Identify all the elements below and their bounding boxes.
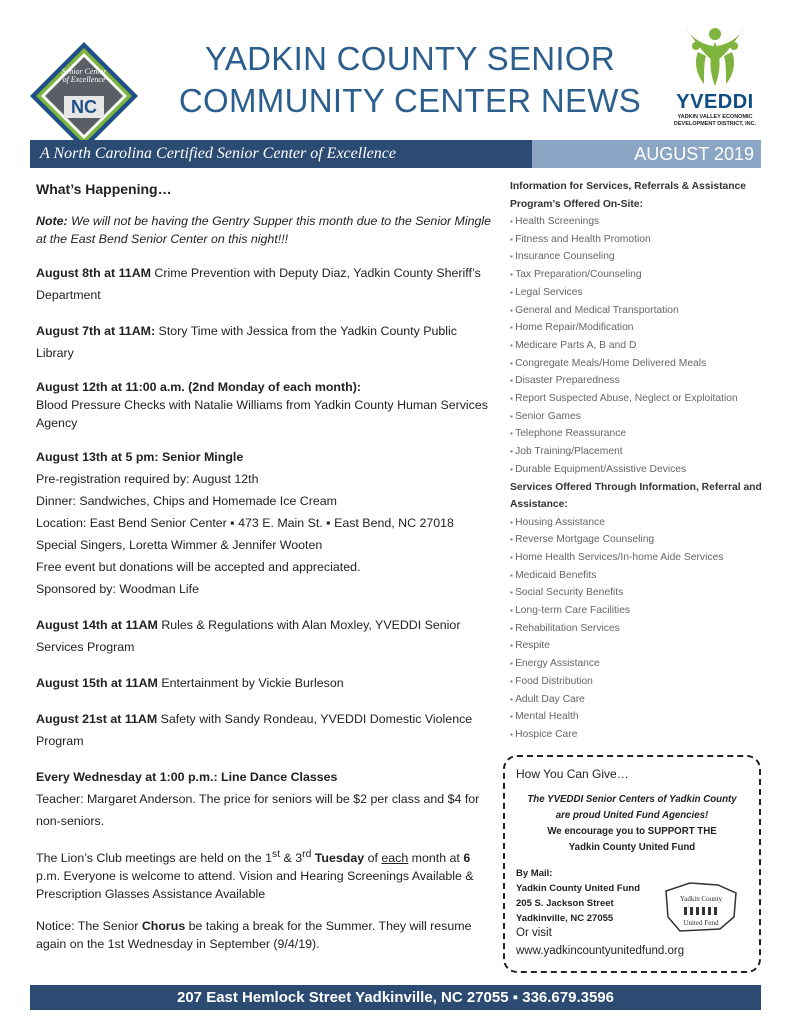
event-entertainment: August 15th at 11AM Entertainment by Vickie Burleson	[36, 676, 344, 690]
event-crime-prevention: August 8th at 11AM Crime Prevention with Deputy Diaz, Yadkin County Sheriff’s Department	[36, 266, 481, 302]
svg-text:NC: NC	[71, 97, 97, 117]
services-heading-referral: Services Offered Through Information, Referral and Assistance:	[510, 481, 762, 511]
list-item: ▪ Job Training/Placement	[510, 443, 772, 461]
united-fund-link[interactable]: www.yadkincountyunitedfund.org	[516, 945, 685, 957]
list-item: ▪ Senior Games	[510, 408, 772, 426]
svg-text:Yadkin County: Yadkin County	[679, 895, 723, 903]
united-fund-logo	[660, 877, 742, 937]
or-visit-text: Or visit	[516, 927, 552, 939]
list-item: ▪ Mental Health	[510, 708, 772, 726]
list-item: ▪ Fitness and Health Promotion	[510, 231, 772, 249]
list-item: ▪ Rehabilitation Services	[510, 620, 772, 638]
event-safety: August 21st at 11AM Safety with Sandy Rondeau, YVEDDI Domestic Violence Program	[36, 712, 473, 748]
services-sidebar	[510, 178, 772, 744]
list-item: ▪ Medicaid Benefits	[510, 567, 772, 585]
list-item: ▪ Legal Services	[510, 284, 772, 302]
event-note: Note: We will not be having the Gentry Supper this month due to the Senior Mingle at the East Bend Senior Center on this night!!!	[36, 214, 492, 246]
issue-month: AUGUST 2019	[634, 144, 754, 164]
give-message: The YVEDDI Senior Centers of Yadkin County are proud United Fund Agencies! We encourage you to SUPPORT THE Yadkin County United Fund	[527, 794, 737, 853]
list-item: ▪ Health Screenings	[510, 213, 772, 231]
newsletter-title: YADKIN COUNTY SENIOR COMMUNITY CENTER NEWS	[178, 40, 642, 119]
list-item: ▪ Durable Equipment/Assistive Devices	[510, 461, 772, 479]
svg-text:United Fund: United Fund	[683, 919, 719, 927]
event-blood-pressure: August 12th at 11:00 a.m. (2nd Monday of each month): Blood Pressure Checks with Natalie Williams from Yadkin County Human Services Agency	[36, 380, 488, 430]
mail-address: By Mail: Yadkin County United Fund 205 S. Jackson Street Yadkinville, NC 27055	[516, 868, 641, 924]
svg-text:Senior Center: Senior Center	[61, 67, 107, 76]
list-item: ▪ Tax Preparation/Counseling	[510, 266, 772, 284]
notice-senior-chorus: Notice: The Senior Chorus be taking a break for the Summer. They will resume again on the 1st Wednesday in September (9/4/19).	[36, 919, 472, 952]
event-line-dance: Every Wednesday at 1:00 p.m.: Line Dance Classes Teacher: Margaret Anderson. The price for seniors will be $2 per class and $4 for non-seniors.	[36, 770, 480, 828]
list-item: ▪ Hospice Care	[510, 726, 772, 744]
list-item: ▪ Telephone Reassurance	[510, 425, 772, 443]
yveddi-figures-icon	[680, 26, 750, 88]
list-item: ▪ Medicare Parts A, B and D	[510, 337, 772, 355]
event-rules-regulations: August 14th at 11AM Rules & Regulations with Alan Moxley, YVEDDI Senior Services Program	[36, 618, 461, 654]
list-item: ▪ Insurance Counseling	[510, 248, 772, 266]
list-item: ▪ General and Medical Transportation	[510, 302, 772, 320]
list-item: ▪ Reverse Mortgage Counseling	[510, 531, 772, 549]
list-item: ▪ Social Security Benefits	[510, 584, 772, 602]
section-heading: What’s Happening…	[36, 181, 172, 197]
list-item: ▪ Long-term Care Facilities	[510, 602, 772, 620]
list-item: ▪ Respite	[510, 637, 772, 655]
list-item: ▪ Housing Assistance	[510, 514, 772, 532]
list-item: ▪ Congregate Meals/Home Delivered Meals	[510, 355, 772, 373]
give-title: How You Can Give…	[516, 767, 629, 781]
list-item: ▪ Adult Day Care	[510, 691, 772, 709]
banner-tagline: A North Carolina Certified Senior Center of Excellence	[40, 145, 396, 162]
svg-text:of Excellence: of Excellence	[62, 75, 106, 84]
list-item: ▪ Disaster Preparedness	[510, 372, 772, 390]
list-item: ▪ Report Suspected Abuse, Neglect or Exploitation	[510, 390, 772, 408]
senior-center-of-excellence-logo	[28, 40, 140, 152]
footer-address: 207 East Hemlock Street Yadkinville, NC 27055 ▪ 336.679.3596	[30, 985, 761, 1010]
main-column	[36, 180, 496, 967]
event-senior-mingle: August 13th at 5 pm: Senior Mingle Pre-registration required by: August 12th Dinner: Sandwiches, Chips and Homemade Ice Cream Location: East Bend Senior Center ▪ 473 E. Main St. ▪ East Bend, NC 27018 Special Singers, Loretta Wimmer & Jennifer Wooten Free event but donations will be accepted and appreciated. Sponsored by: Woodman Life	[36, 450, 454, 596]
event-story-time: August 7th at 11AM: Story Time with Jessica from the Yadkin County Public Library	[36, 324, 457, 360]
event-lions-club: The Lion’s Club meetings are held on the 1st & 3rd Tuesday of each month at 6 p.m. Everyone is welcome to attend. Vision and Hearing Screenings Available & Prescription Glasses Assistance Available	[36, 849, 474, 902]
list-item: ▪ Home Health Services/In-home Aide Services	[510, 549, 772, 567]
list-item: ▪ Energy Assistance	[510, 655, 772, 673]
yveddi-logo: YVEDDI YADKIN VALLEY ECONOMIC DEVELOPMENT DISTRICT, INC.	[660, 26, 770, 136]
give-box	[503, 755, 761, 973]
services-heading-onsite: Information for Services, Referrals & Assistance Program’s Offered On-Site:	[510, 181, 746, 210]
list-item: ▪ Food Distribution	[510, 673, 772, 691]
list-item: ▪ Home Repair/Modification	[510, 319, 772, 337]
